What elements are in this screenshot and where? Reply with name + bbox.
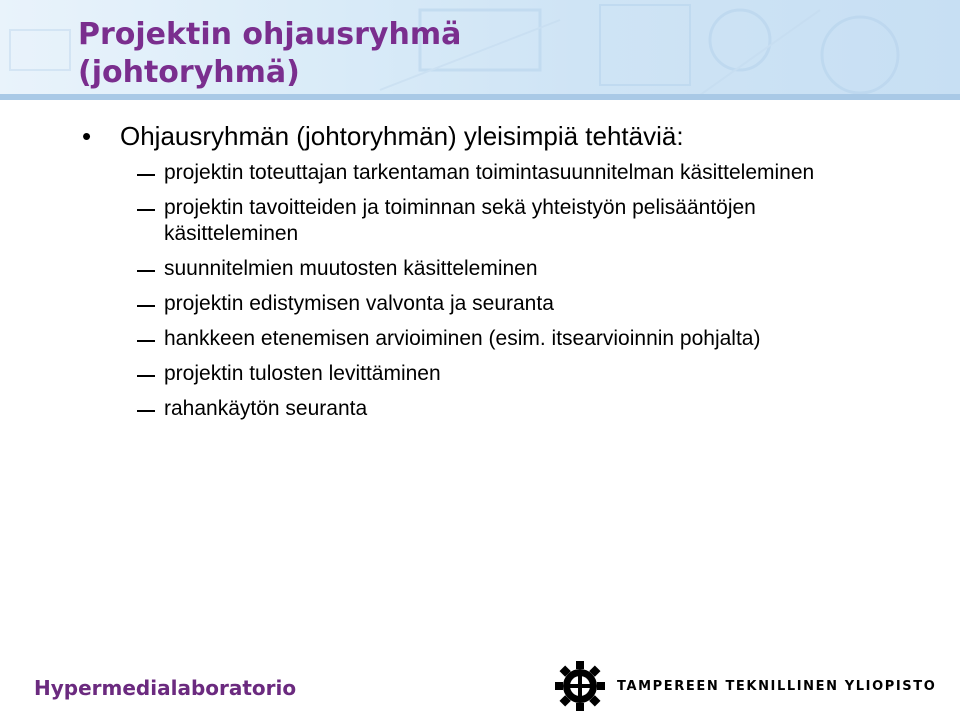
list-item <box>82 396 942 422</box>
gear-hammer-logo-icon <box>555 661 605 711</box>
dash-icon <box>82 396 164 422</box>
list-item <box>82 361 942 387</box>
header-rule <box>0 94 960 100</box>
list-item <box>82 256 942 282</box>
list-item <box>82 195 942 247</box>
sub-item-text: projektin edistymisen valvonta ja seuranta <box>164 292 554 315</box>
sub-item-text: suunnitelmien muutosten käsitteleminen <box>164 257 538 280</box>
list-item <box>82 291 942 317</box>
sub-item-text: rahankäytön seuranta <box>164 397 368 420</box>
dash-icon <box>82 361 164 387</box>
sub-item-text: projektin toteuttajan tarkentaman toimintasuunnitelman käsitteleminen <box>164 161 815 184</box>
university-name: TAMPEREEN TEKNILLINEN YLIOPISTO <box>617 679 937 694</box>
sub-item-text: hankkeen etenemisen arvioiminen (esim. itsearvioinnin pohjalta) <box>164 327 761 350</box>
title-line-2: (johtoryhmä) <box>78 55 300 90</box>
dash-icon <box>82 256 164 282</box>
sub-bullet-list <box>82 160 942 422</box>
main-bullet <box>82 120 942 152</box>
dash-icon <box>82 326 164 352</box>
list-item <box>82 326 942 352</box>
sub-item-text: projektin tulosten levittäminen <box>164 362 441 385</box>
dash-icon <box>82 195 164 221</box>
bullet-icon: • <box>82 121 92 151</box>
list-item <box>82 160 942 186</box>
dash-icon <box>82 160 164 186</box>
footer-lab-name: Hypermedialaboratorio <box>34 676 297 700</box>
main-bullet-text: Ohjausryhmän (johtoryhmän) yleisimpiä tehtäviä: <box>120 121 684 151</box>
sub-item-text: projektin tavoitteiden ja toiminnan sekä yhteistyön pelisääntöjen käsitteleminen <box>164 196 756 245</box>
slide-title <box>78 16 461 92</box>
header-banner <box>0 0 960 100</box>
dash-icon <box>82 291 164 317</box>
title-line-1: Projektin ohjausryhmä <box>78 17 462 52</box>
slide-body <box>82 120 942 431</box>
